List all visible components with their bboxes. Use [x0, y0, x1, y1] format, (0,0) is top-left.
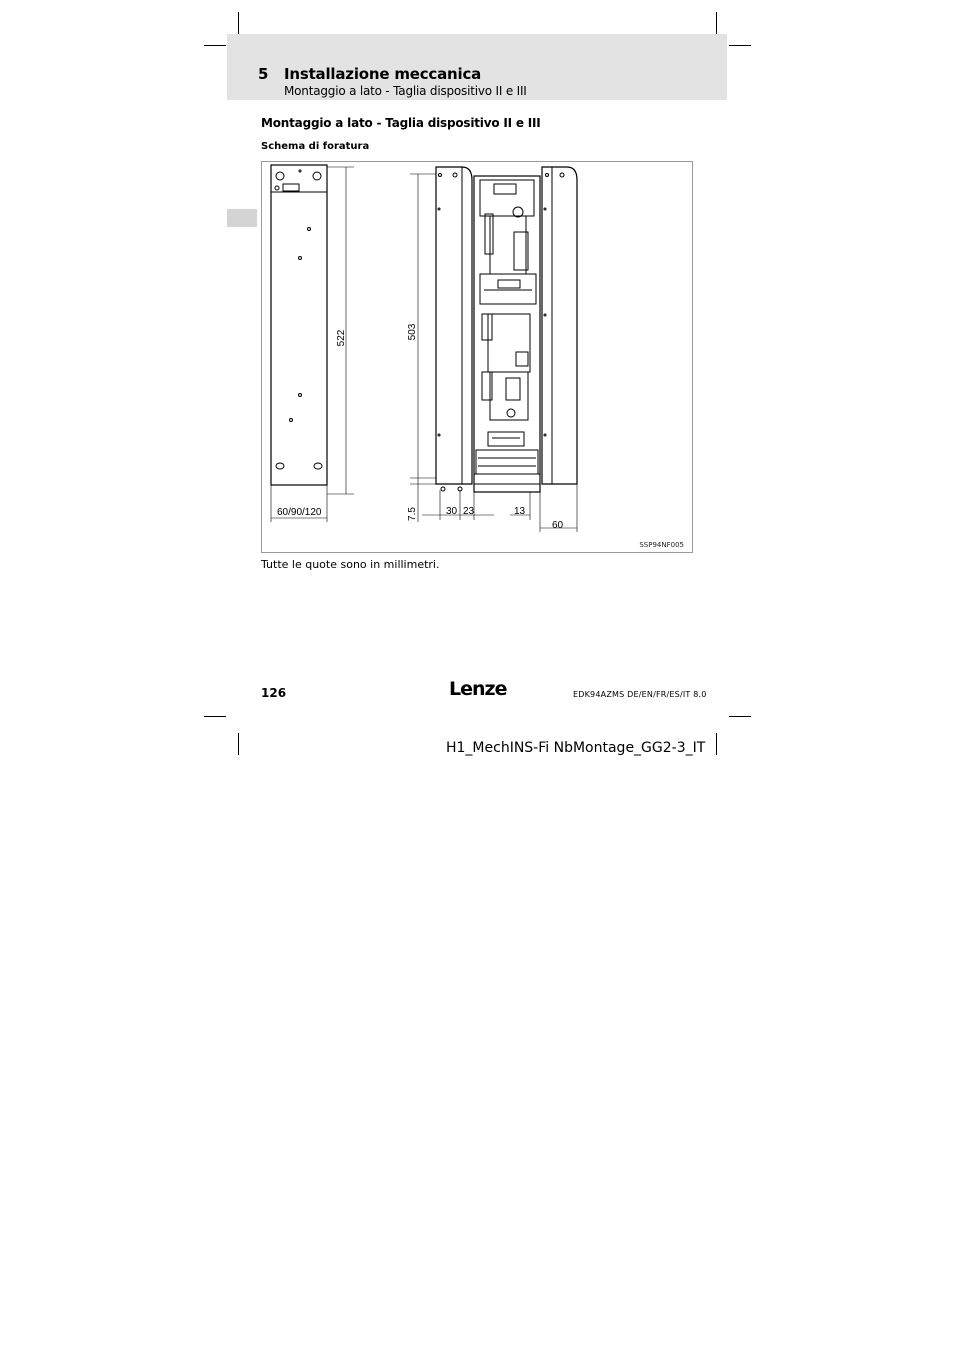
dim-width-right: 60 — [552, 520, 564, 531]
dim-offset-vertical: 7.5 — [407, 507, 418, 521]
lenze-logo: Lenze — [449, 678, 507, 700]
section-title: Montaggio a lato - Taglia dispositivo II e III — [261, 116, 541, 130]
chapter-number: 5 — [258, 65, 269, 83]
dim-height-left: 522 — [336, 329, 347, 347]
crop-mark — [238, 12, 239, 34]
subsection-title: Schema di foratura — [261, 141, 370, 152]
chapter-side-tab — [227, 209, 257, 227]
crop-mark — [204, 45, 226, 46]
dim-height-right: 503 — [407, 323, 418, 341]
crop-mark — [729, 716, 751, 717]
figure-code: SSP94NF005 — [639, 541, 684, 549]
crop-mark — [729, 45, 751, 46]
crop-mark — [716, 733, 717, 755]
dim-gap-b: 23 — [463, 506, 475, 517]
crop-mark — [238, 733, 239, 755]
file-identifier: H1_MechINS-Fi NbMontage_GG2-3_IT — [446, 740, 706, 756]
front-view-assembly — [410, 167, 577, 532]
drilling-diagram — [261, 161, 693, 553]
chapter-subtitle: Montaggio a lato - Taglia dispositivo II e III — [284, 84, 527, 98]
document-code: EDK94AZMS DE/EN/FR/ES/IT 8.0 — [573, 690, 707, 699]
chapter-title: Installazione meccanica — [284, 65, 482, 83]
dim-width-left: 60/90/120 — [277, 507, 322, 518]
units-note: Tutte le quote sono in millimetri. — [261, 558, 440, 571]
dim-gap-c: 13 — [514, 506, 526, 517]
page-number: 126 — [261, 686, 287, 700]
crop-mark — [204, 716, 226, 717]
crop-mark — [716, 12, 717, 34]
dim-gap-a: 30 — [446, 506, 458, 517]
